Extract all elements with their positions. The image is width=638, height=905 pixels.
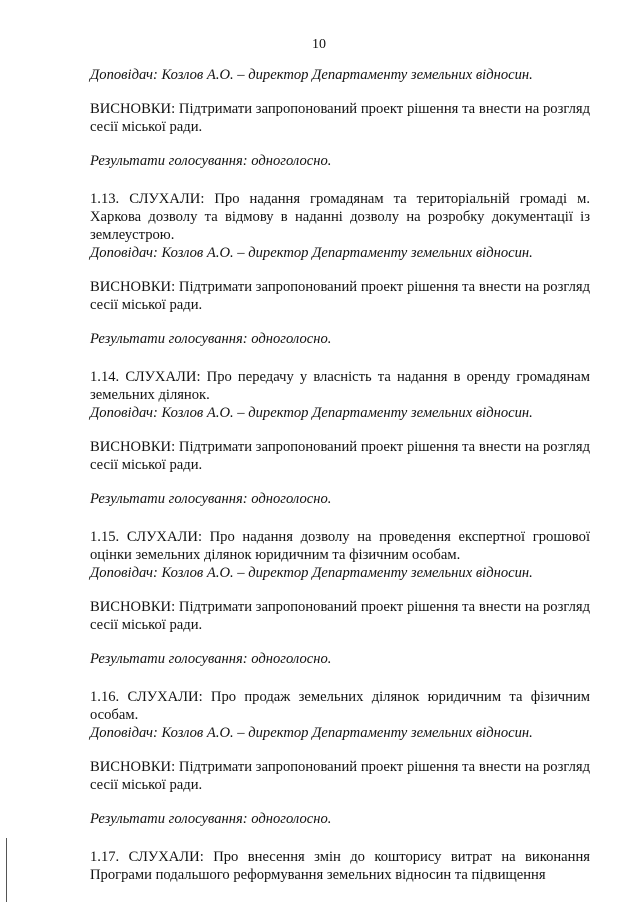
reporter-line: Доповідач: Козлов А.О. – директор Департаменту земельних відносин. xyxy=(90,245,533,261)
conclusion-paragraph: ВИСНОВКИ: Підтримати запропонований проект рішення та внести на розгляд сесії міської ради. xyxy=(90,101,590,135)
voting-result: Результати голосування: одноголосно. xyxy=(90,651,332,667)
conclusion-paragraph: ВИСНОВКИ: Підтримати запропонований проект рішення та внести на розгляд сесії міської ради. xyxy=(90,759,590,793)
reporter-line: Доповідач: Козлов А.О. – директор Департаменту земельних відносин. xyxy=(90,565,533,581)
voting-result: Результати голосування: одноголосно. xyxy=(90,153,332,169)
scan-edge-line xyxy=(6,838,7,902)
document-body xyxy=(90,66,590,884)
heard-paragraph: 1.14. СЛУХАЛИ: Про передачу у власність та надання в оренду громадянам земельних ділянок. xyxy=(90,369,590,403)
conclusion-paragraph: ВИСНОВКИ: Підтримати запропонований проект рішення та внести на розгляд сесії міської ради. xyxy=(90,439,590,473)
heard-paragraph: 1.16. СЛУХАЛИ: Про продаж земельних ділянок юридичним та фізичним особам. xyxy=(90,689,590,723)
voting-result: Результати голосування: одноголосно. xyxy=(90,491,332,507)
agenda-item-1-17 xyxy=(90,848,590,884)
voting-result: Результати голосування: одноголосно. xyxy=(90,811,332,827)
agenda-item-1-15 xyxy=(90,528,590,668)
page-number: 10 xyxy=(312,37,326,52)
reporter-line: Доповідач: Козлов А.О. – директор Департаменту земельних відносин. xyxy=(90,405,533,421)
heard-paragraph: 1.13. СЛУХАЛИ: Про надання громадянам та територіальній громаді м. Харкова дозволу та відмову в наданні дозволу на розробку документації із землеустрою. xyxy=(90,191,590,243)
agenda-item-1-16 xyxy=(90,688,590,828)
agenda-item-1-13 xyxy=(90,190,590,348)
heard-paragraph: 1.15. СЛУХАЛИ: Про надання дозволу на проведення експертної грошової оцінки земельних ділянок юридичним та фізичним особам. xyxy=(90,529,590,563)
heard-paragraph: 1.17. СЛУХАЛИ: Про внесення змін до кошторису витрат на виконання Програми подальшого реформування земельних відносин та підвищення xyxy=(90,849,590,883)
reporter-line: Доповідач: Козлов А.О. – директор Департаменту земельних відносин. xyxy=(90,67,533,83)
agenda-item-1-14 xyxy=(90,368,590,508)
conclusion-paragraph: ВИСНОВКИ: Підтримати запропонований проект рішення та внести на розгляд сесії міської ради. xyxy=(90,279,590,313)
voting-result: Результати голосування: одноголосно. xyxy=(90,331,332,347)
conclusion-paragraph: ВИСНОВКИ: Підтримати запропонований проект рішення та внести на розгляд сесії міської ради. xyxy=(90,599,590,633)
reporter-line: Доповідач: Козлов А.О. – директор Департаменту земельних відносин. xyxy=(90,725,533,741)
